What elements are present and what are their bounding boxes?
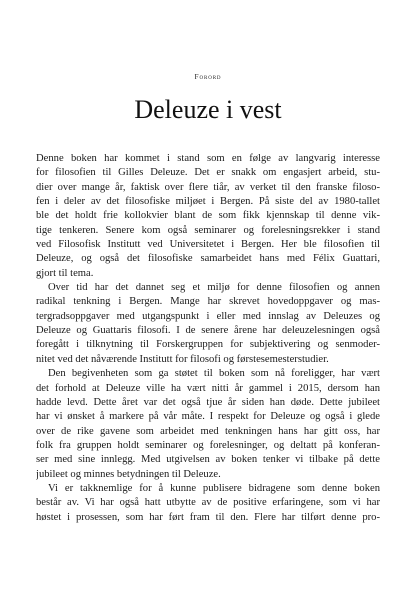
text-line: det forhold at Deleuze ville ha vært nitti år gammel i 2015, dersom han: [36, 382, 380, 394]
section-label: Forord: [194, 73, 222, 81]
text-line: radikal tenkning i Bergen. Mange har skrevet hovedoppgaver og mas-: [36, 296, 380, 308]
text-line: over de rike gavene som arbeidet med tenkningen hans har gitt oss, har: [36, 425, 380, 437]
text-line: for filosofien til Gilles Deleuze. Det er snakk om engasjert arbeid, stu-: [36, 167, 380, 179]
text-line: høstet i prosessen, som har ført fram til den. Flere har tilført denne pro-: [36, 511, 380, 523]
text-line: Denne boken har kommet i stand som en følge av langvarig interesse: [36, 153, 380, 164]
text-line: folk fra gruppen holdt seminarer og forelesninger, og deltatt på konferan-: [36, 439, 380, 451]
text-line: har vi ønsket å markere på vår måte. I respekt for Deleuze og også i glede: [36, 411, 380, 423]
text-line: tergradsoppgaver med utgangspunkt i eller med innslag av Deleuzes og: [36, 310, 380, 322]
paragraph: [36, 367, 380, 482]
text-line: ved Filosofisk Institutt ved Universitetet i Bergen. Her ble filosofien til: [36, 239, 380, 251]
chapter-title: Deleuze i vest: [134, 95, 282, 124]
body-text: [36, 152, 380, 525]
text-line: gjort til tema.: [36, 267, 94, 279]
paragraph: [36, 482, 380, 525]
text-line: Den begivenheten som ga støtet til boken som nå foreligger, har vært: [48, 368, 380, 380]
text-line: foregått i tilknytning til Forskergruppen for subjektivering og senmoder-: [36, 339, 380, 351]
text-line: ser med sine innlegg. Med utgivelsen av boken tenker vi tilbake på dette: [36, 454, 380, 466]
text-line: tige tenkeren. Senere kom også seminarer og forelesningsrekker i stand: [36, 224, 380, 236]
text-line: Deleuze og Guattaris filosofi. I de senere årene har deleuzelesningen også: [36, 325, 380, 337]
text-line: Deleuze, og også det filosofiske samarbeidet hans med Félix Guattari,: [36, 253, 380, 265]
text-line: jubileet og minnes betydningen til Deleuze.: [36, 468, 221, 480]
text-line: dier over mange år, faktisk over flere tiår, av verket til den franske filoso-: [36, 181, 380, 193]
text-line: ble det holdt frie kollokvier blant de som fikk kjennskap til denne vik-: [36, 210, 380, 222]
text-line: nitet ved det nåværende Institutt for filosofi og førstesemesterstudier.: [36, 353, 329, 365]
text-line: Vi er takknemlige for å kunne publisere bidragene som denne boken: [48, 482, 380, 494]
text-line: hadde levd. Dette året var det også tjue år siden han døde. Dette jubileet: [36, 396, 380, 408]
text-line: består av. Vi har også hatt utbytte av de positive erfaringene, som vi har: [36, 497, 380, 509]
paragraph: [36, 281, 380, 367]
text-line: fen i deler av det filosofiske miljøet i Bergen. På siste del av 1980-tallet: [36, 196, 380, 208]
text-line: Over tid har det dannet seg et miljø for denne filosofien og annen: [48, 282, 380, 294]
paragraph: [36, 152, 380, 281]
